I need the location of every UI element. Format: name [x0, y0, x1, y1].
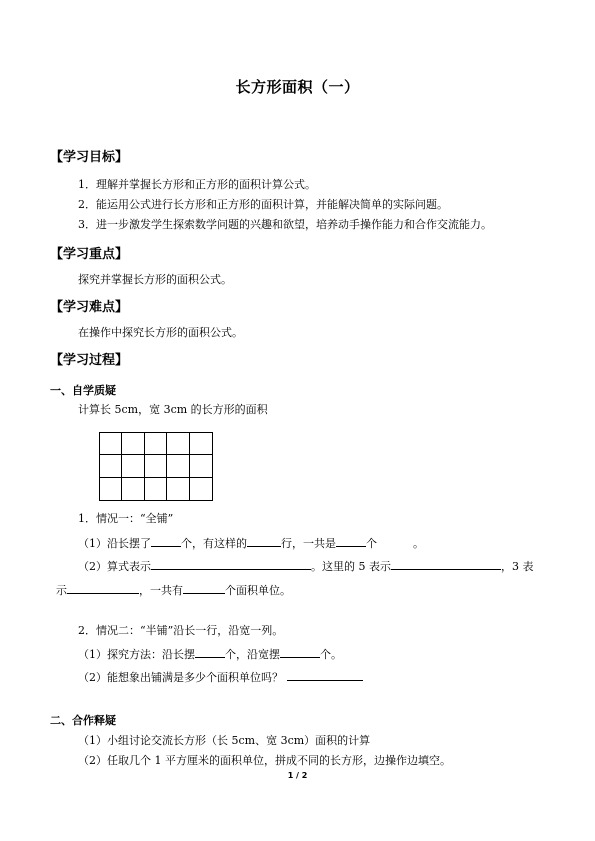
case2-line2: [78, 669, 363, 685]
goal-item: 1．理解并掌握长方形和正方形的面积计算公式。: [78, 178, 316, 191]
fill-blank-along-length[interactable]: [195, 646, 225, 658]
grid-cell: [190, 433, 212, 455]
section-heading-key: 【学习重点】: [50, 247, 129, 262]
fill-blank-imagine-units[interactable]: [287, 669, 363, 681]
case2-line1-text-b: 个，沿宽摆: [225, 648, 280, 661]
case1-label: 1．情况一：“全铺”: [78, 512, 174, 525]
case1-line3-text-c: 个面积单位。: [225, 584, 291, 597]
case1-line3-text-a: 示: [56, 584, 67, 597]
fill-blank-formula[interactable]: [151, 558, 311, 570]
case2-line1: [78, 646, 342, 662]
goal-item: 3．进一步激发学生探索数学问题的兴趣和欲望，培养动手操作能力和合作交流能力。: [78, 218, 492, 231]
case2-line1-text-a: （1）探究方法：沿长摆: [78, 648, 195, 661]
grid-cell: [190, 455, 212, 477]
case1-line1-text-b: 个，有这样的: [181, 537, 247, 550]
fill-blank-rows[interactable]: [247, 535, 281, 547]
grid-cell: [167, 455, 189, 477]
part1-task: 计算长 5cm，宽 3cm 的长方形的面积: [78, 403, 268, 416]
case1-line1-text-a: （1）沿长摆了: [78, 537, 151, 550]
grid-cell: [145, 455, 167, 477]
fill-blank-unit-count[interactable]: [183, 582, 225, 594]
part1-heading: 一、自学质疑: [50, 384, 116, 397]
grid-cell: [122, 478, 144, 500]
part2-item: （1）小组讨论交流长方形（长 5cm、宽 3cm）面积的计算: [78, 734, 371, 747]
grid-cell: [190, 478, 212, 500]
case2-line1-text-c: 个。: [320, 648, 342, 661]
grid-cell: [145, 433, 167, 455]
case1-line2-text-a: （2）算式表示: [78, 560, 151, 573]
section-heading-goals: 【学习目标】: [50, 150, 129, 165]
grid-cell: [167, 433, 189, 455]
case1-line1-text-d: 个: [366, 537, 377, 550]
grid-cell: [122, 433, 144, 455]
page-number: 1 / 2: [287, 771, 308, 780]
section-heading-difficulty: 【学习难点】: [50, 300, 129, 315]
case1-line3-text-b: ，一共有: [139, 584, 183, 597]
grid-cell: [100, 478, 122, 500]
case1-line1: [78, 535, 424, 551]
grid-cell: [100, 455, 122, 477]
part2-heading: 二、合作释疑: [50, 714, 116, 727]
grid-cell: [122, 455, 144, 477]
grid-cell: [100, 433, 122, 455]
case1-line1-text-c: 行，一共是: [281, 537, 336, 550]
case1-line2-text-c: ，3 表: [501, 560, 534, 573]
fill-blank-along-width[interactable]: [280, 646, 320, 658]
case1-line2: [78, 558, 534, 574]
part2-item: （2）任取几个 1 平方厘米的面积单位，拼成不同的长方形，边操作边填空。: [78, 754, 451, 767]
goal-item: 2．能运用公式进行长方形和正方形的面积计算，并能解决简单的实际问题。: [78, 198, 448, 211]
section-heading-process: 【学习过程】: [50, 353, 129, 368]
unit-square-grid: [99, 432, 213, 501]
case2-line2-text-a: （2）能想象出铺满是多少个面积单位吗？: [78, 671, 283, 684]
fill-blank-meaning-5[interactable]: [391, 558, 501, 570]
case1-line2-text-b: 。这里的 5 表示: [311, 560, 391, 573]
fill-blank-meaning-3[interactable]: [67, 582, 139, 594]
case2-label: 2．情况二：“半铺”沿长一行，沿宽一列。: [78, 624, 284, 637]
page-title: 长方形面积（一）: [235, 78, 360, 96]
grid-cell: [167, 478, 189, 500]
fill-blank-row-count[interactable]: [151, 535, 181, 547]
grid-cell: [145, 478, 167, 500]
key-point-text: 探究并掌握长方形的面积公式。: [78, 273, 232, 286]
case1-line3: [56, 582, 291, 598]
case1-line1-text-e: 。: [413, 537, 424, 550]
fill-blank-total[interactable]: [336, 535, 366, 547]
difficulty-text: 在操作中探究长方形的面积公式。: [78, 326, 243, 339]
